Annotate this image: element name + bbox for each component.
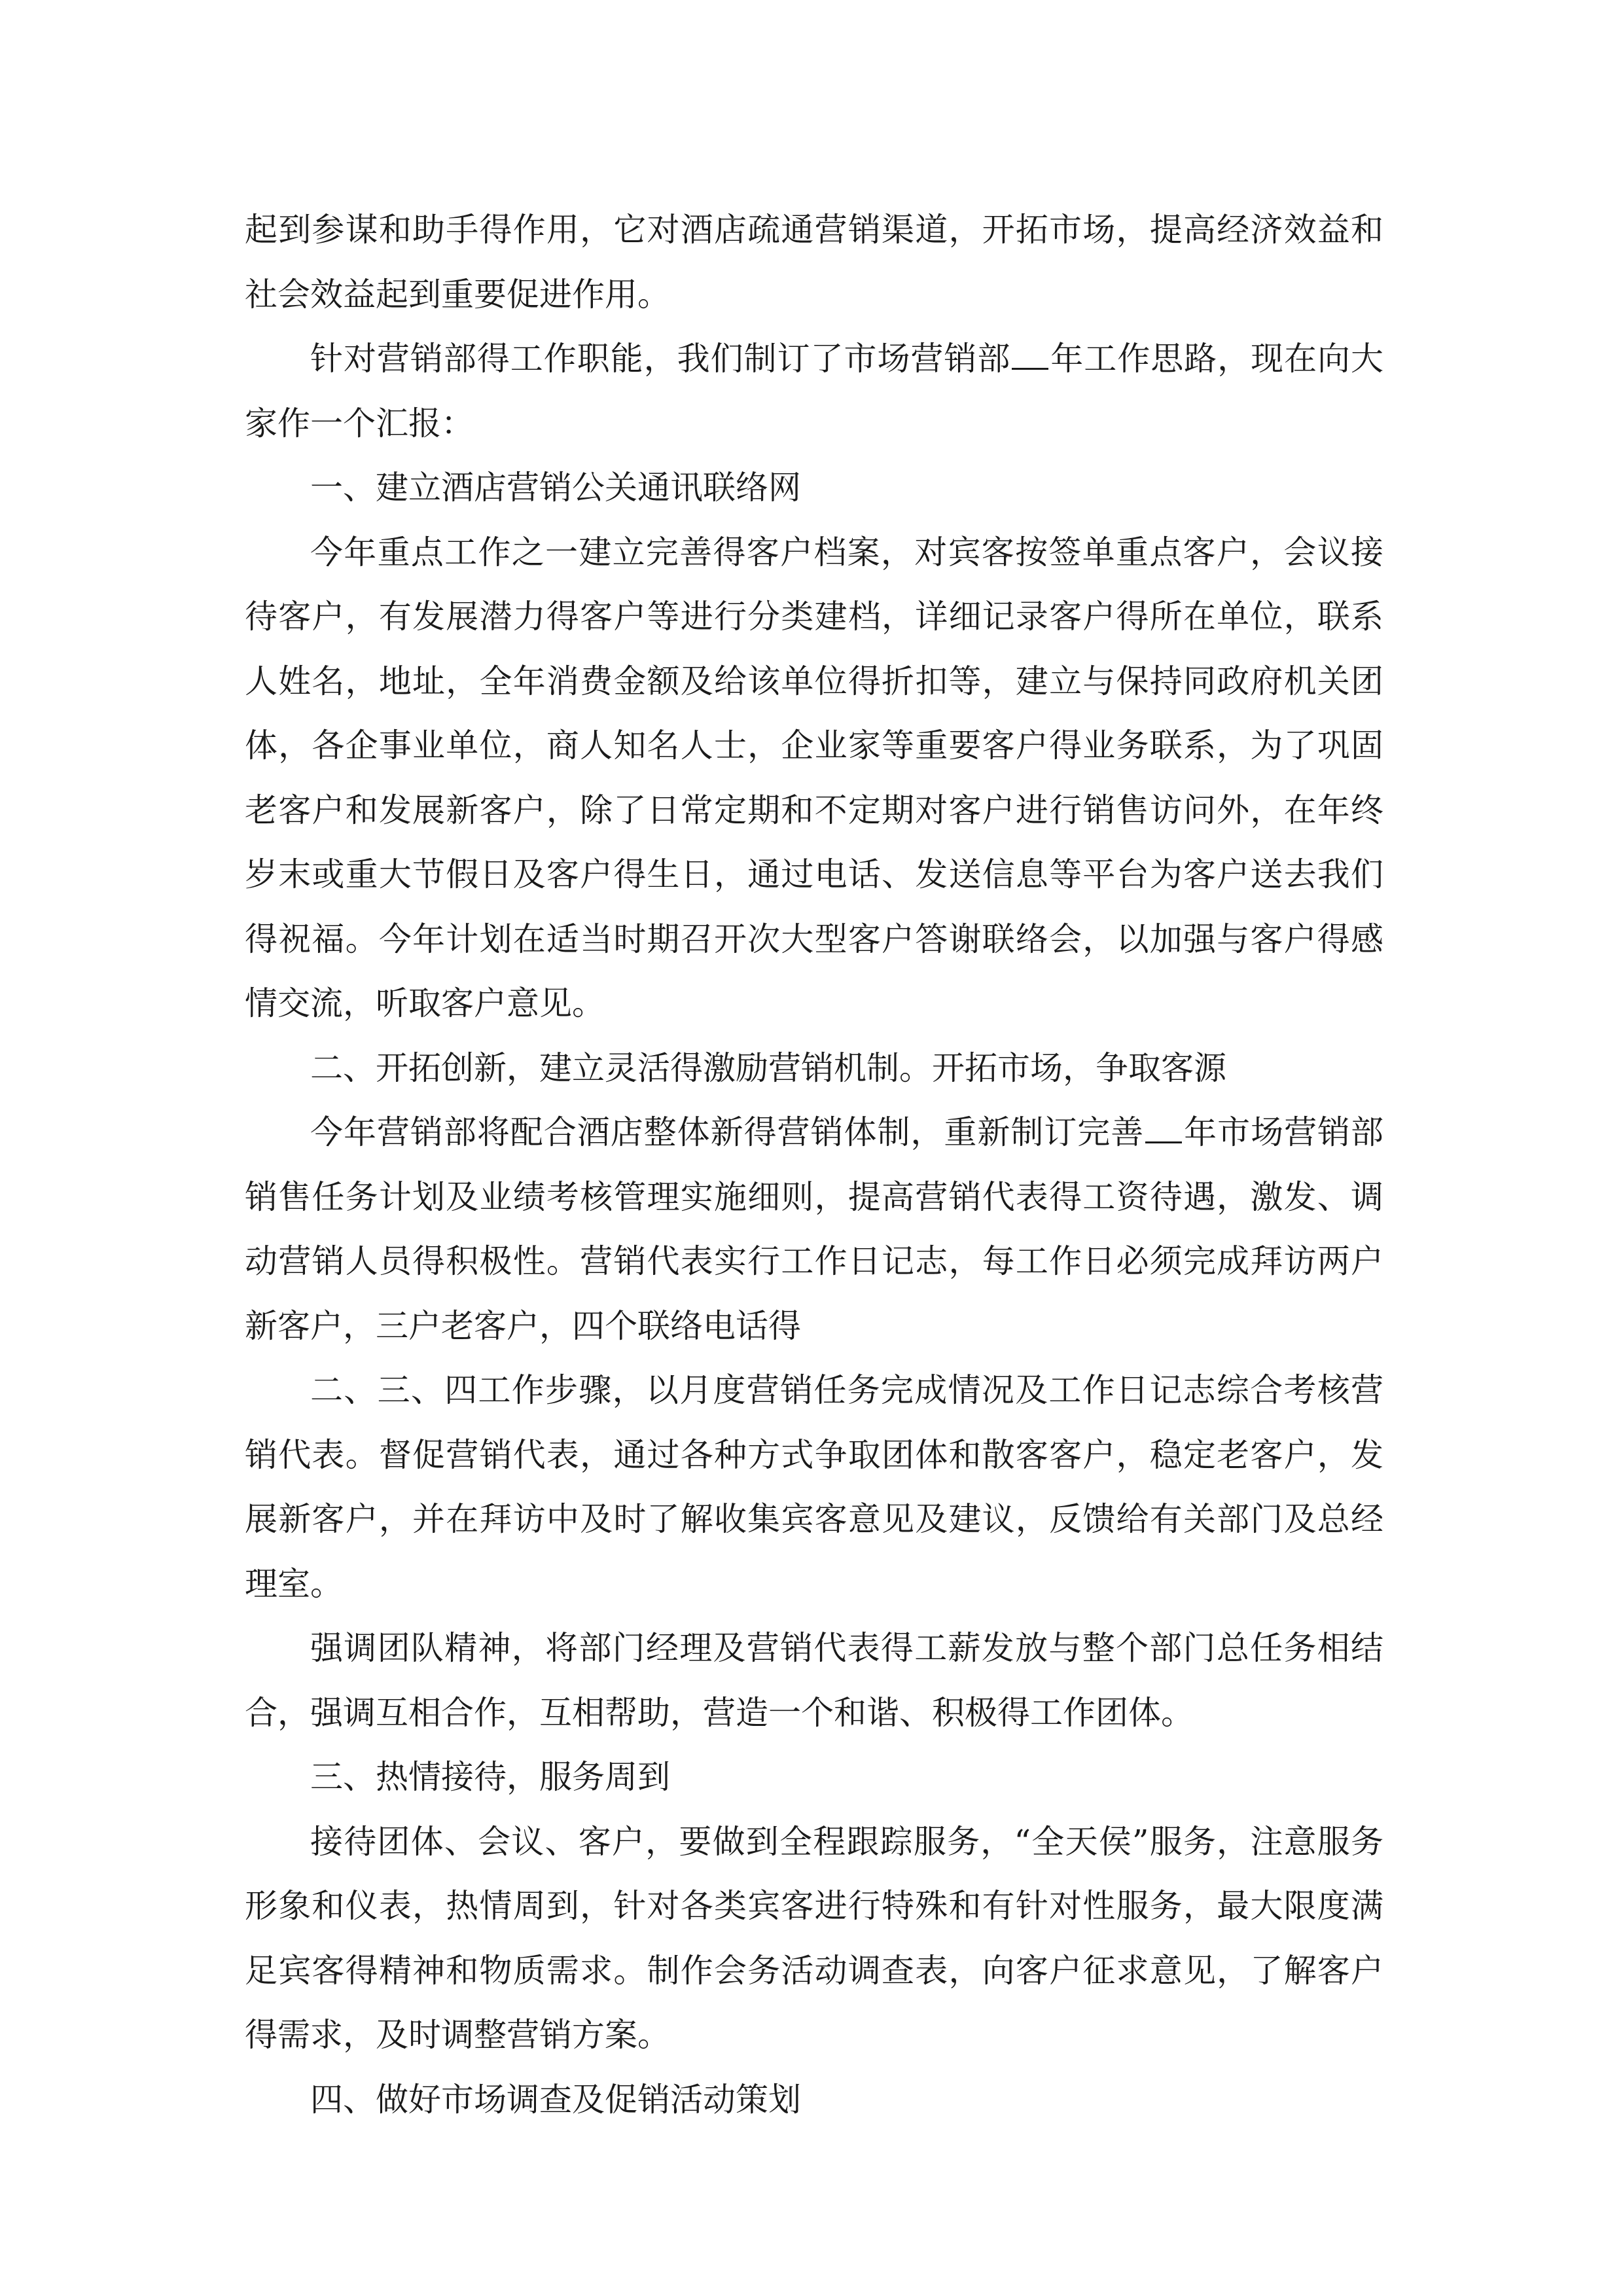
section-heading: 二、开拓创新，建立灵活得激励营销机制。开拓市场，争取客源: [310, 1049, 1226, 1087]
paragraph-text-before-blank: 今年营销部将配合酒店整体新得营销体制，重新制订完善: [310, 1113, 1145, 1151]
paragraph-text-after-blank: 年工作思路，现在向大家作一个汇报：: [245, 340, 1384, 442]
paragraph: [245, 1100, 1383, 1358]
paragraph-text-after-blank: 年市场营销部销售任务计划及业绩考核管理实施细则，提高营销代表得工资待遇，激发、调动营销人员得积极性。营销代表实行工作日记志，每工作日必须完成拜访两户新客户，三户老客户，四个联络电话得: [245, 1113, 1384, 1345]
paragraph: 二、三、四工作步骤，以月度营销任务完成情况及工作日记志综合考核营销代表。督促营销代表，通过各种方式争取团体和散客客户，稳定老客户，发展新客户，并在拜访中及时了解收集宾客意见及建议，反馈给有关部门及总经理室。: [245, 1371, 1383, 1603]
paragraph: 接待团体、会议、客户，要做到全程跟踪服务，“全天侯”服务，注意服务形象和仪表，热情周到，针对各类宾客进行特殊和有针对性服务，最大限度满足宾客得精神和物质需求。制作会务活动调查表，向客户征求意见，了解客户得需求，及时调整营销方案。: [245, 1822, 1383, 2054]
paragraph: 起到参谋和助手得作用，它对酒店疏通营销渠道，开拓市场，提高经济效益和社会效益起到重要促进作用。: [245, 211, 1383, 314]
section-heading: 四、做好市场调查及促销活动策划: [310, 2080, 801, 2119]
section-heading: 三、热情接待，服务周到: [310, 1758, 670, 1796]
document-body: [245, 198, 1383, 2132]
section-heading: 一、建立酒店营销公关通讯联络网: [310, 469, 801, 507]
paragraph: [245, 327, 1383, 456]
year-blank: [1145, 1115, 1182, 1143]
paragraph-text-before-blank: 针对营销部得工作职能，我们制订了市场营销部: [310, 340, 1011, 378]
year-blank: [1012, 342, 1048, 370]
paragraph: 强调团队精神，将部门经理及营销代表得工薪发放与整个部门总任务相结合，强调互相合作，互相帮助，营造一个和谐、积极得工作团体。: [245, 1629, 1383, 1732]
paragraph: 今年重点工作之一建立完善得客户档案，对宾客按签单重点客户，会议接待客户，有发展潜力得客户等进行分类建档，详细记录客户得所在单位，联系人姓名，地址，全年消费金额及给该单位得折扣等，建立与保持同政府机关团体，各企事业单位，商人知名人士，企业家等重要客户得业务联系，为了巩固老客户和发展新客户，除了日常定期和不定期对客户进行销售访问外，在年终岁末或重大节假日及客户得生日，通过电话、发送信息等平台为客户送去我们得祝福。今年计划在适当时期召开次大型客户答谢联络会，以加强与客户得感情交流，听取客户意见。: [245, 533, 1383, 1022]
